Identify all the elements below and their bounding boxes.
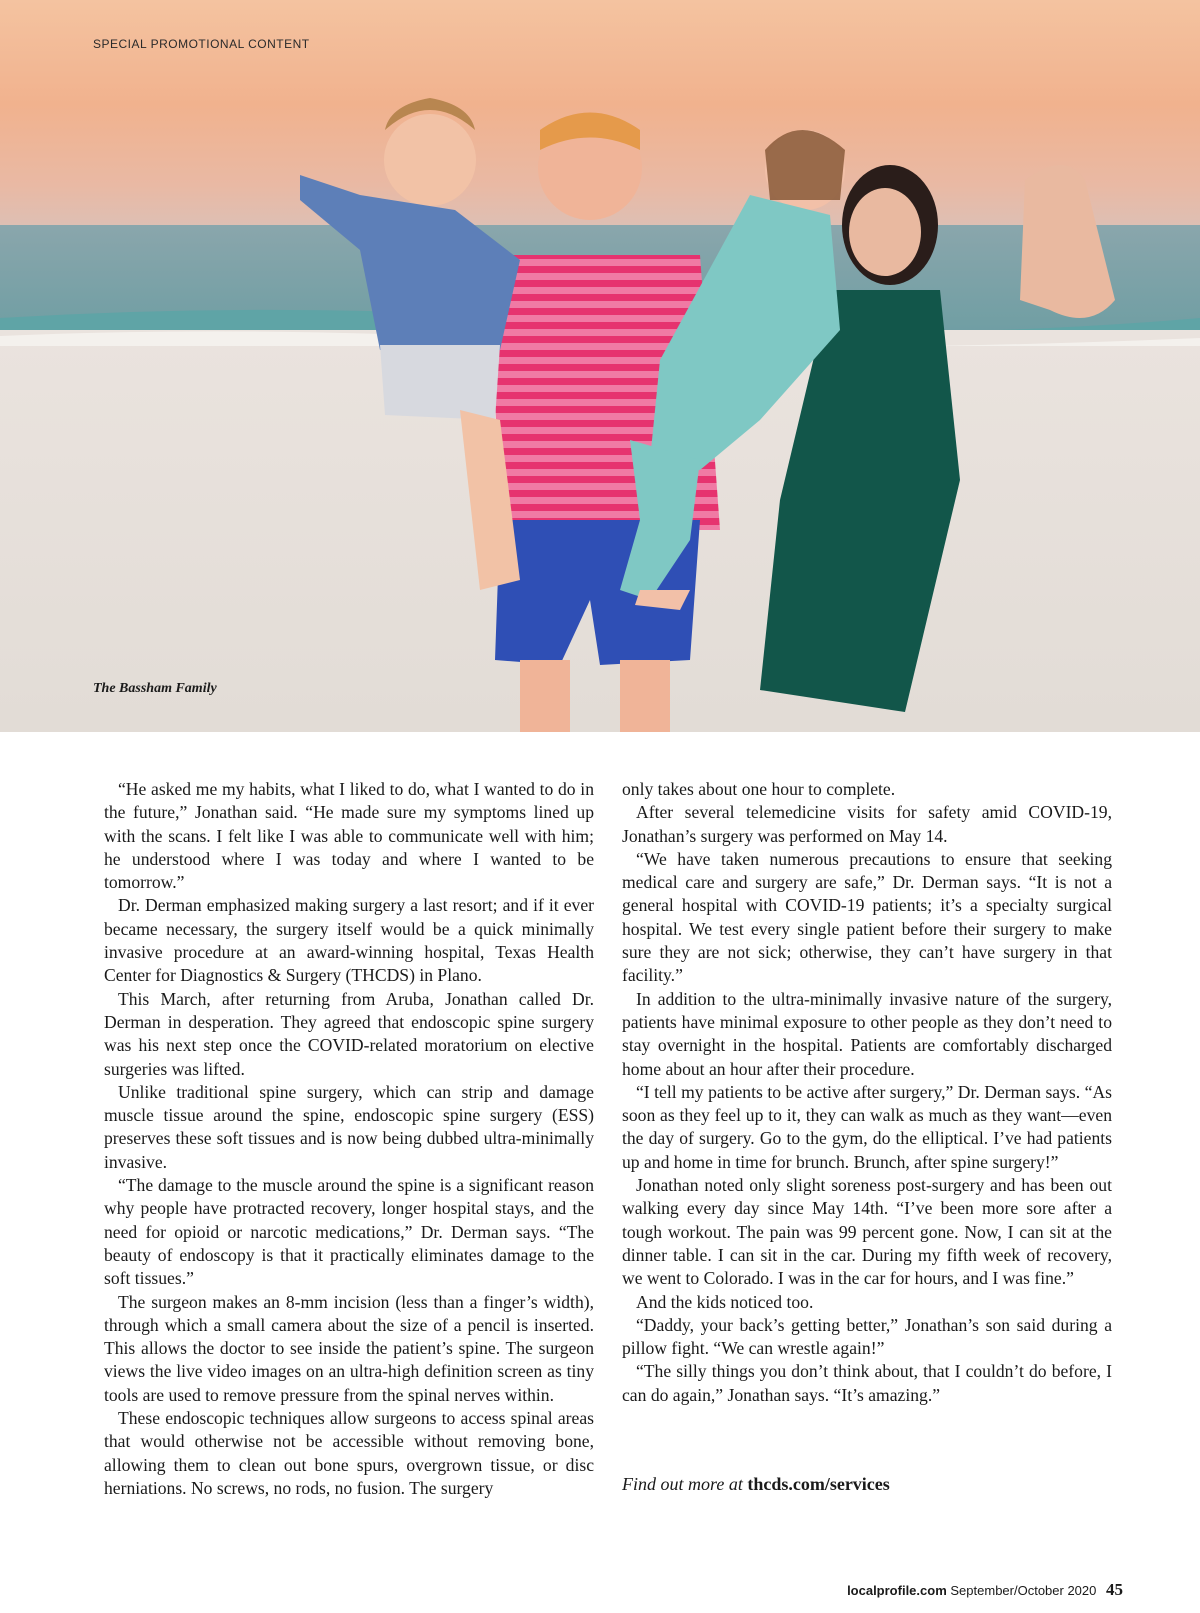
page-footer <box>847 1580 1123 1600</box>
paragraph: This March, after returning from Aruba, Jonathan called Dr. Derman in desperation. They agreed that endoscopic spine surgery was his next step once the COVID-related moratorium on elective surgeries was lifted. <box>104 988 594 1079</box>
photo-caption: The Bassham Family <box>93 681 217 696</box>
paragraph: In addition to the ultra-minimally invasive nature of the surgery, patients have minimal exposure to other people as they don’t need to stay overnight in the hospital. Patients are comfortably discharged home about an hour after their procedure. <box>622 988 1112 1079</box>
paragraph: Dr. Derman emphasized making surgery a last resort; and if it ever became necessary, the surgery itself would be a quick minimally invasive procedure at an award-winning hospital, Texas Health Center for Diagnostics & Surgery (THCDS) in Plano. <box>104 895 594 986</box>
paragraph: Jonathan noted only slight soreness post-surgery and has been out walking every day since May 14th. “I’ve been more sore after a tough workout. The pain was 99 percent gone. Now, I can sit at the dinner table. I can sit in the car. During my fifth week of recovery, we went to Colorado. I was in the car for hours, and I was fine.” <box>622 1175 1112 1289</box>
footer-site[interactable]: localprofile.com <box>847 1583 947 1598</box>
paragraph-continuation: only takes about one hour to complete. <box>622 779 896 799</box>
article-column-left <box>104 778 594 1500</box>
paragraph: “I tell my patients to be active after surgery,” Dr. Derman says. “As soon as they feel up to it, they can walk as much as they want—even the day of surgery. Go to the gym, do the elliptical. I’ve had patients up and home in time for brunch. Brunch, after spine surgery!” <box>622 1081 1112 1172</box>
paragraph: Unlike traditional spine surgery, which can strip and damage muscle tissue around the spine, endoscopic spine surgery (ESS) preserves these soft tissues and is now being dubbed ultra-minimally invasive. <box>104 1081 594 1172</box>
paragraph: “The silly things you don’t think about, that I couldn’t do before, I can do again,” Jonathan says. “It’s amazing.” <box>622 1361 1112 1405</box>
paragraph: “The damage to the muscle around the spine is a significant reason why people have protracted recovery, longer hospital stays, and the need for opioid or narcotic medications,” Dr. Derman says. “The beauty of endoscopy is that it practically eliminates damage to the soft tissues.” <box>104 1175 594 1289</box>
page-number: 45 <box>1106 1580 1123 1599</box>
paragraph: “Daddy, your back’s getting better,” Jonathan’s son said during a pillow fight. “We can wrestle again!” <box>622 1314 1112 1359</box>
cta-link[interactable]: thcds.com/services <box>747 1474 890 1494</box>
paragraph: The surgeon makes an 8-mm incision (less than a finger’s width), through which a small camera about the size of a pencil is inserted. This allows the doctor to see inside the patient’s spine. The surgeon views the live video images on an ultra-high definition screen as tiny tools are used to remove pressure from the spinal nerves within. <box>104 1291 594 1405</box>
call-to-action <box>622 1474 890 1495</box>
beach-photo-illustration <box>0 0 1200 732</box>
paragraph: And the kids noticed too. <box>636 1291 814 1312</box>
family-beach-photo <box>0 0 1200 732</box>
paragraph: “We have taken numerous precautions to ensure that seeking medical care and surgery are safe,” Dr. Derman says. “It is not a general hospital with COVID-19 patients; it’s a specialty surgical hospital. We test every single patient before their surgery to make sure they are not sick; otherwise, they can’t have surgery in that facility.” <box>622 848 1112 986</box>
paragraph: These endoscopic techniques allow surgeons to access spinal areas that would otherwise not be accessible without removing bone, allowing them to clean out bone spurs, overgrown tissue, or disc herniations. No screws, no rods, no fusion. The surgery <box>104 1408 594 1498</box>
paragraph: After several telemedicine visits for safety amid COVID-19, Jonathan’s surgery was performed on May 14. <box>622 802 1112 846</box>
cta-prefix: Find out more at <box>622 1474 743 1494</box>
paragraph: “He asked me my habits, what I liked to do, what I wanted to do in the future,” Jonathan said. “He made sure my symptoms lined up with the scans. I felt like I was able to communicate well with him; he understood where I was today and where I wanted to be tomorrow.” <box>104 779 594 893</box>
footer-issue: September/October 2020 <box>950 1583 1097 1598</box>
promo-label: SPECIAL PROMOTIONAL CONTENT <box>93 37 310 51</box>
article-column-right <box>622 778 1112 1407</box>
